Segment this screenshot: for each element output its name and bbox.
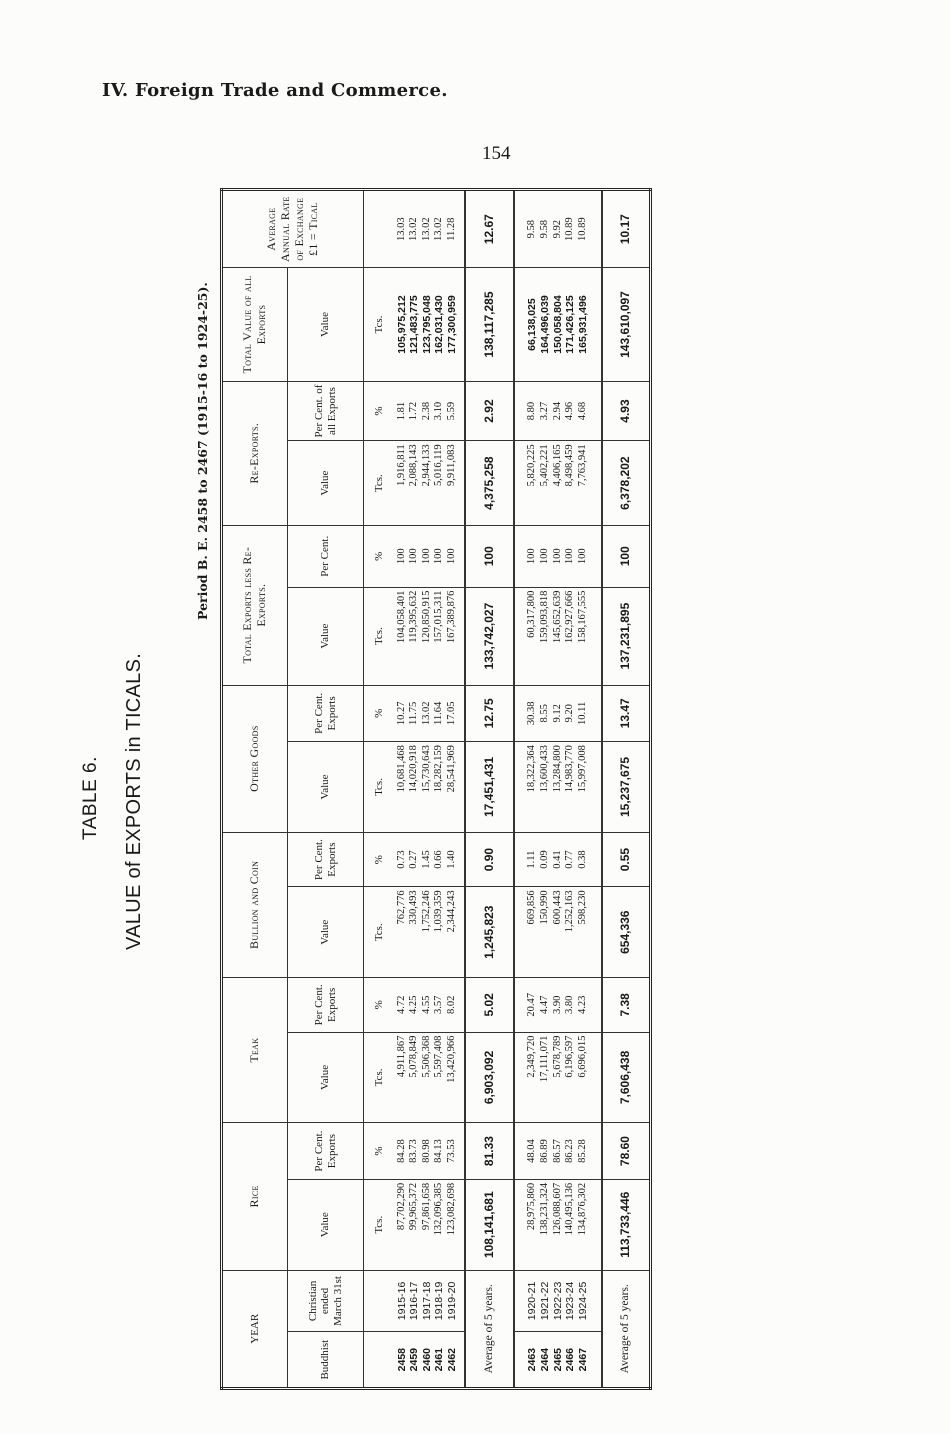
avg-bullion-value: 1,245,823 [465,887,514,978]
bullion-pcts: 1.11 0.09 0.41 0.77 0.38 [514,832,602,887]
header-christian: Christian ended March 31st [288,1270,364,1332]
header-teak-value: Value [288,1032,364,1123]
avg-rice-pct: 81.33 [465,1123,514,1180]
rice-values: 87,702,290 99,965,372 97,861,658 132,096,385 123,082,698 [390,1179,465,1270]
data-block-2 [514,190,602,1389]
header-year: YEAR [222,1270,288,1388]
christian-years: 1915-16 1916-17 1917-18 1918-19 1919-20 [390,1270,465,1332]
total-less-values: 60,317,800 159,093,818 145,652,639 162,927,666 158,167,555 [514,587,602,685]
header-bullion-pct: Per Cent. Exports [288,832,364,887]
reexport-pcts: 1.81 1.72 2.38 3.10 5.59 [390,381,465,441]
unit-cell: % [364,381,390,441]
avg-total-all: 138,117,285 [465,268,514,381]
avg-teak-pct: 7.38 [602,978,651,1033]
avg-rate: 12.67 [465,190,514,268]
avg-reexp-value: 6,378,202 [602,441,651,525]
avg-bullion-pct: 0.90 [465,832,514,887]
reexport-pcts: 8.80 3.27 2.94 4.96 4.68 [514,381,602,441]
avg-total-less-pct: 100 [465,525,514,587]
page-number: 154 [482,143,511,164]
rice-values: 28,975,860 138,231,324 126,088,607 140,495,136 134,876,302 [514,1179,602,1270]
header-other-goods: Other Goods [222,685,288,832]
exchange-rates: 9.58 9.58 9.92 10.89 10.89 [514,190,602,268]
table-label: TABLE 6. [80,756,101,840]
avg-rice-pct: 78.60 [602,1123,651,1180]
exchange-rates: 13.03 13.02 13.02 13.02 11.28 [390,190,465,268]
unit-cell: % [364,832,390,887]
units-row [364,190,390,1389]
teak-values: 4,911,867 5,078,849 5,506,368 5,597,408 13,420,966 [390,1032,465,1123]
table-header [222,190,364,1389]
header-bullion-value: Value [288,887,364,978]
bullion-values: 762,776 330,493 1,752,246 1,039,359 2,344,243 [390,887,465,978]
avg-reexp-value: 4,375,258 [465,441,514,525]
avg-total-less-value: 133,742,027 [465,587,514,685]
header-total-all-exports: Total Value of all Exports [222,268,288,381]
header-rice-pct: Per Cent. Exports [288,1123,364,1180]
avg-teak-value: 7,606,438 [602,1032,651,1123]
unit-cell: Tcs. [364,1179,390,1270]
data-block-1 [390,190,465,1389]
unit-cell: % [364,525,390,587]
unit-cell: Tcs. [364,1032,390,1123]
average-label: Average of 5 years. [465,1270,514,1388]
avg-teak-pct: 5.02 [465,978,514,1033]
total-all-values: 105,975,212 121,483,775 123,795,048 162,031,430 177,300,959 [390,268,465,381]
avg-other-value: 15,237,675 [602,742,651,833]
average-row-2 [602,190,651,1389]
unit-cell: % [364,685,390,742]
avg-rice-value: 108,141,681 [465,1179,514,1270]
avg-rate: 10.17 [602,190,651,268]
total-less-pcts: 100 100 100 100 100 [514,525,602,587]
other-values: 10,681,468 14,020,918 15,730,643 18,282,159 28,541,969 [390,742,465,833]
total-less-values: 104,058,401 119,395,632 120,850,915 157,015,311 167,389,876 [390,587,465,685]
unit-cell: Tcs. [364,268,390,381]
header-teak-pct: Per Cent. Exports [288,978,364,1033]
table-title: VALUE of EXPORTS in TICALS. [123,652,145,950]
teak-pcts: 4.72 4.25 4.55 3.57 8.02 [390,978,465,1033]
buddhist-years: 2458 2459 2460 2461 2462 [390,1332,465,1389]
header-teak: Teak [222,978,288,1123]
section-header: IV. Foreign Trade and Commerce. [102,80,448,101]
header-total-all-value: Value [288,268,364,381]
avg-total-all: 143,610,097 [602,268,651,381]
avg-reexp-pct: 2.92 [465,381,514,441]
header-total-less-reexports: Total Exports less Re-Exports. [222,525,288,685]
other-values: 18,322,364 13,600,433 13,284,800 14,983,770 15,997,008 [514,742,602,833]
unit-cell: Tcs. [364,441,390,525]
reexport-values: 1,916,811 2,088,143 2,944,133 5,016,119 9,911,083 [390,441,465,525]
exports-table-container [220,188,652,1390]
bullion-values: 669,856 150,990 600,443 1,252,163 598,230 [514,887,602,978]
header-buddhist: Buddhist [288,1332,364,1389]
total-less-pcts: 100 100 100 100 100 [390,525,465,587]
other-pcts: 10.27 11.75 13.02 11.64 17.05 [390,685,465,742]
header-rice: Rice [222,1123,288,1270]
average-row-1 [465,190,514,1389]
buddhist-years: 2463 2464 2465 2466 2467 [514,1332,602,1389]
avg-teak-value: 6,903,092 [465,1032,514,1123]
christian-years: 1920-21 1921-22 1922-23 1923-24 1924-25 [514,1270,602,1332]
avg-other-value: 17,451,431 [465,742,514,833]
unit-cell: Tcs. [364,587,390,685]
avg-reexp-pct: 4.93 [602,381,651,441]
header-exchange-rate: Average Annual Rate of Exchange £1 = Tical [222,190,364,268]
rice-pcts: 48.04 86.89 86.57 86.23 85.28 [514,1123,602,1180]
avg-bullion-pct: 0.55 [602,832,651,887]
avg-other-pct: 12.75 [465,685,514,742]
avg-total-less-value: 137,231,895 [602,587,651,685]
avg-total-less-pct: 100 [602,525,651,587]
unit-cell: Tcs. [364,742,390,833]
exports-table [220,188,652,1390]
period-caption: Period B. E. 2458 to 2467 (1915-16 to 1924-25). [195,282,210,620]
header-reexp-pct: Per Cent. of all Exports [288,381,364,441]
header-reexports: Re-Exports. [222,381,288,525]
header-total-less-pct: Per Cent. [288,525,364,587]
total-all-values: 66,138,025 164,496,039 150,058,804 171,426,125 165,931,496 [514,268,602,381]
header-rice-value: Value [288,1179,364,1270]
average-label: Average of 5 years. [602,1270,651,1388]
reexport-values: 5,820,225 5,402,221 4,406,165 8,498,459 7,763,941 [514,441,602,525]
header-bullion: Bullion and Coin [222,832,288,977]
unit-cell: % [364,1123,390,1180]
rice-pcts: 84.28 83.73 80.98 84.13 73.53 [390,1123,465,1180]
bullion-pcts: 0.73 0.27 1.45 0.66 1.40 [390,832,465,887]
avg-other-pct: 13.47 [602,685,651,742]
header-other-value: Value [288,742,364,833]
teak-pcts: 20.47 4.47 3.90 3.80 4.23 [514,978,602,1033]
header-other-pct: Per Cent. Exports [288,685,364,742]
unit-cell: Tcs. [364,887,390,978]
avg-rice-value: 113,733,446 [602,1179,651,1270]
header-total-less-value: Value [288,587,364,685]
other-pcts: 30.38 8.55 9.12 9.20 10.11 [514,685,602,742]
teak-values: 2,349,720 17,111,071 5,678,789 6,196,597 6,696,015 [514,1032,602,1123]
unit-cell: % [364,978,390,1033]
header-reexp-value: Value [288,441,364,525]
avg-bullion-value: 654,336 [602,887,651,978]
